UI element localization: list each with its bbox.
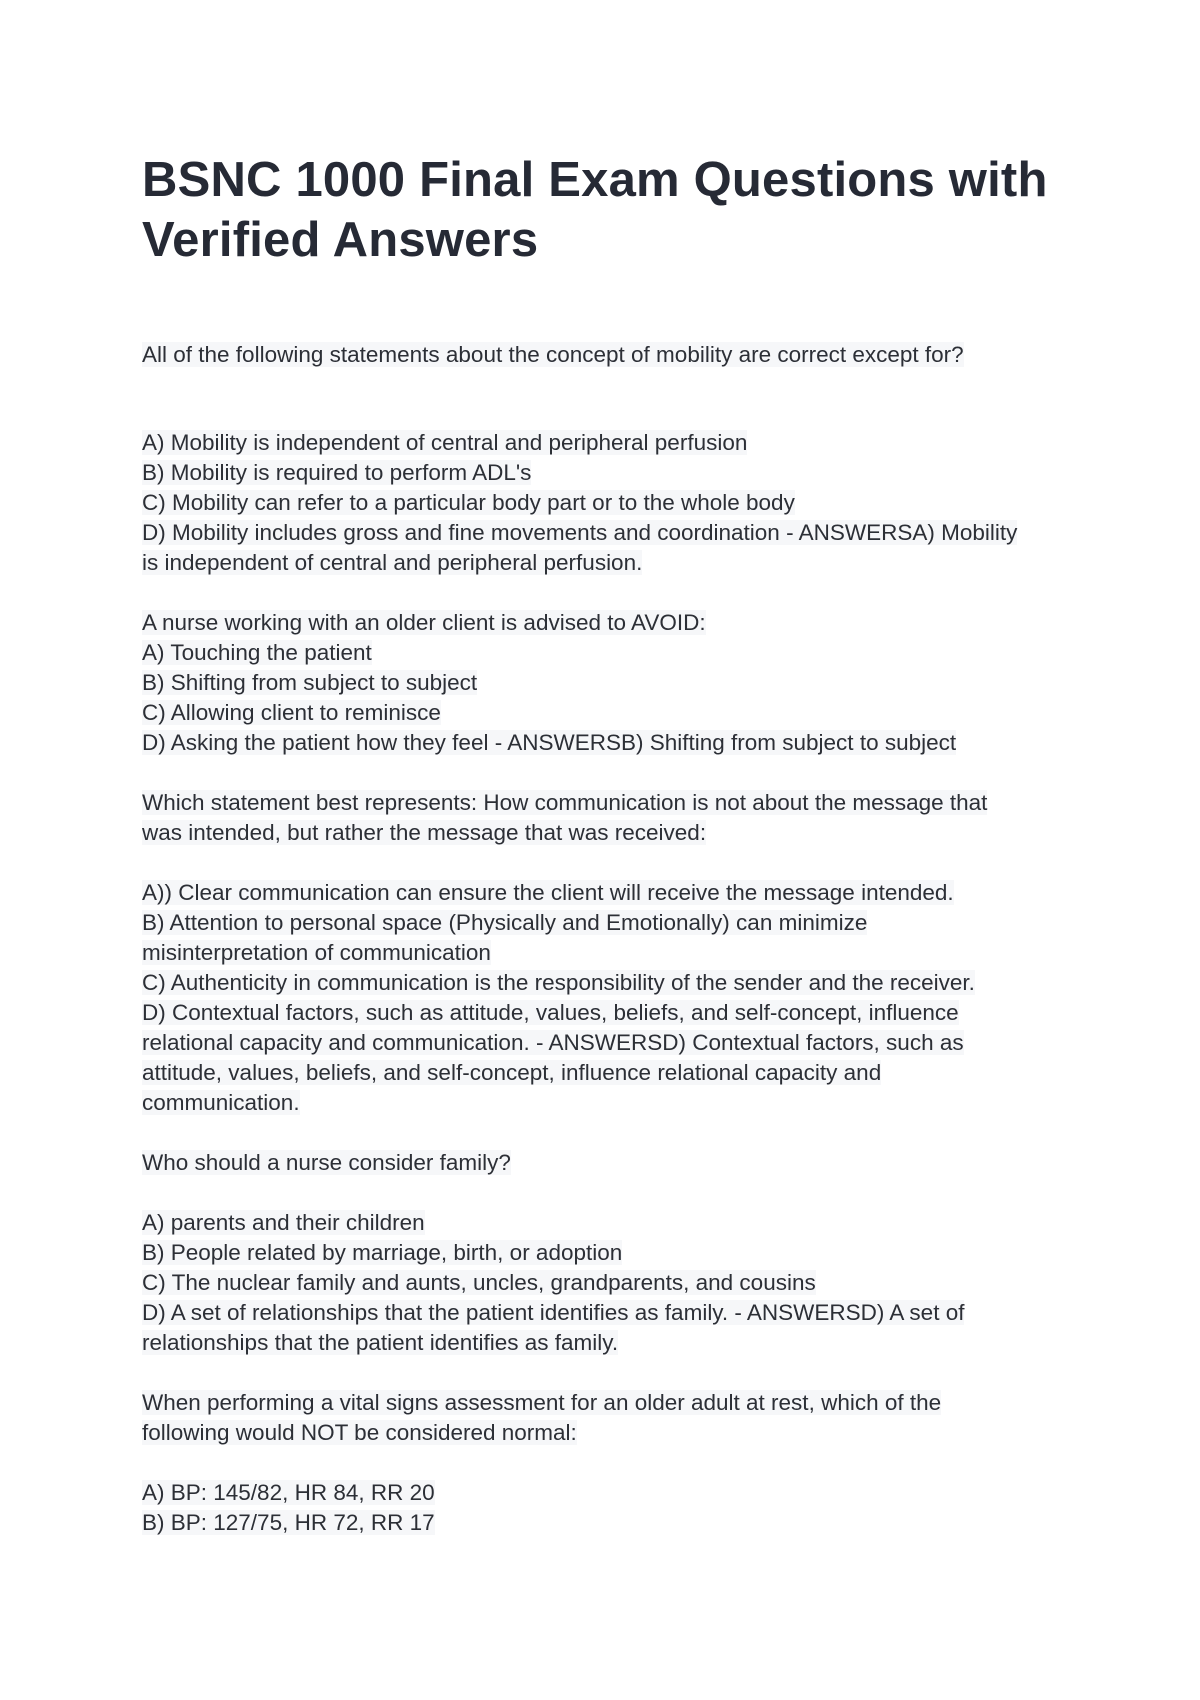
answer-option: B) People related by marriage, birth, or adoption — [142, 1240, 623, 1265]
answer-text: relational capacity and communication. - ANSWERSD) Contextual factors, such as — [142, 1030, 964, 1055]
answer-text: communication. — [142, 1090, 300, 1115]
answer-option: misinterpretation of communication — [142, 940, 491, 965]
answer-text: attitude, values, beliefs, and self-concept, influence relational capacity and — [142, 1060, 882, 1085]
title-line: BSNC 1000 Final Exam Questions with — [142, 153, 1048, 207]
question-text: following would NOT be considered normal: — [142, 1420, 577, 1445]
answer-option: C) Authenticity in communication is the responsibility of the sender and the receiver. — [142, 970, 975, 995]
answer-text: relationships that the patient identifies as family. — [142, 1330, 619, 1355]
answer-option: C) The nuclear family and aunts, uncles, grandparents, and cousins — [142, 1270, 816, 1295]
answer-option: A) Mobility is independent of central and peripheral perfusion — [142, 430, 748, 455]
question-block-2 — [142, 608, 1082, 758]
question-block-1 — [142, 340, 1082, 578]
question-block-4 — [142, 1148, 1082, 1358]
answer-option: D) A set of relationships that the patient identifies as family. - ANSWERSD) A set of — [142, 1300, 965, 1325]
document-title — [142, 150, 1082, 270]
answer-text: is independent of central and peripheral perfusion. — [142, 550, 643, 575]
answer-option: A) Touching the patient — [142, 640, 372, 665]
question-block-3 — [142, 788, 1082, 1118]
answer-option: D) Asking the patient how they feel - ANSWERSB) Shifting from subject to subject — [142, 730, 957, 755]
document-body — [142, 340, 1082, 1538]
question-text: When performing a vital signs assessment for an older adult at rest, which of the — [142, 1390, 942, 1415]
answer-option: B) Attention to personal space (Physically and Emotionally) can minimize — [142, 910, 868, 935]
answer-option: C) Allowing client to reminisce — [142, 700, 441, 725]
title-line: Verified Answers — [142, 213, 539, 267]
answer-option: A)) Clear communication can ensure the client will receive the message intended. — [142, 880, 954, 905]
answer-option: A) parents and their children — [142, 1210, 425, 1235]
answer-option: B) Shifting from subject to subject — [142, 670, 478, 695]
question-text: A nurse working with an older client is advised to AVOID: — [142, 610, 706, 635]
answer-option: D) Contextual factors, such as attitude, values, beliefs, and self-concept, influence — [142, 1000, 959, 1025]
question-text: All of the following statements about the concept of mobility are correct except for? — [142, 342, 964, 367]
question-text: was intended, but rather the message that was received: — [142, 820, 707, 845]
question-text: Which statement best represents: How communication is not about the message that — [142, 790, 988, 815]
question-block-5 — [142, 1388, 1082, 1538]
answer-option: B) BP: 127/75, HR 72, RR 17 — [142, 1510, 435, 1535]
answer-option: A) BP: 145/82, HR 84, RR 20 — [142, 1480, 435, 1505]
document-page — [142, 150, 1082, 1538]
answer-option: B) Mobility is required to perform ADL's — [142, 460, 532, 485]
answer-option: D) Mobility includes gross and fine movements and coordination - ANSWERSA) Mobility — [142, 520, 1018, 545]
answer-option: C) Mobility can refer to a particular body part or to the whole body — [142, 490, 795, 515]
question-text: Who should a nurse consider family? — [142, 1150, 511, 1175]
